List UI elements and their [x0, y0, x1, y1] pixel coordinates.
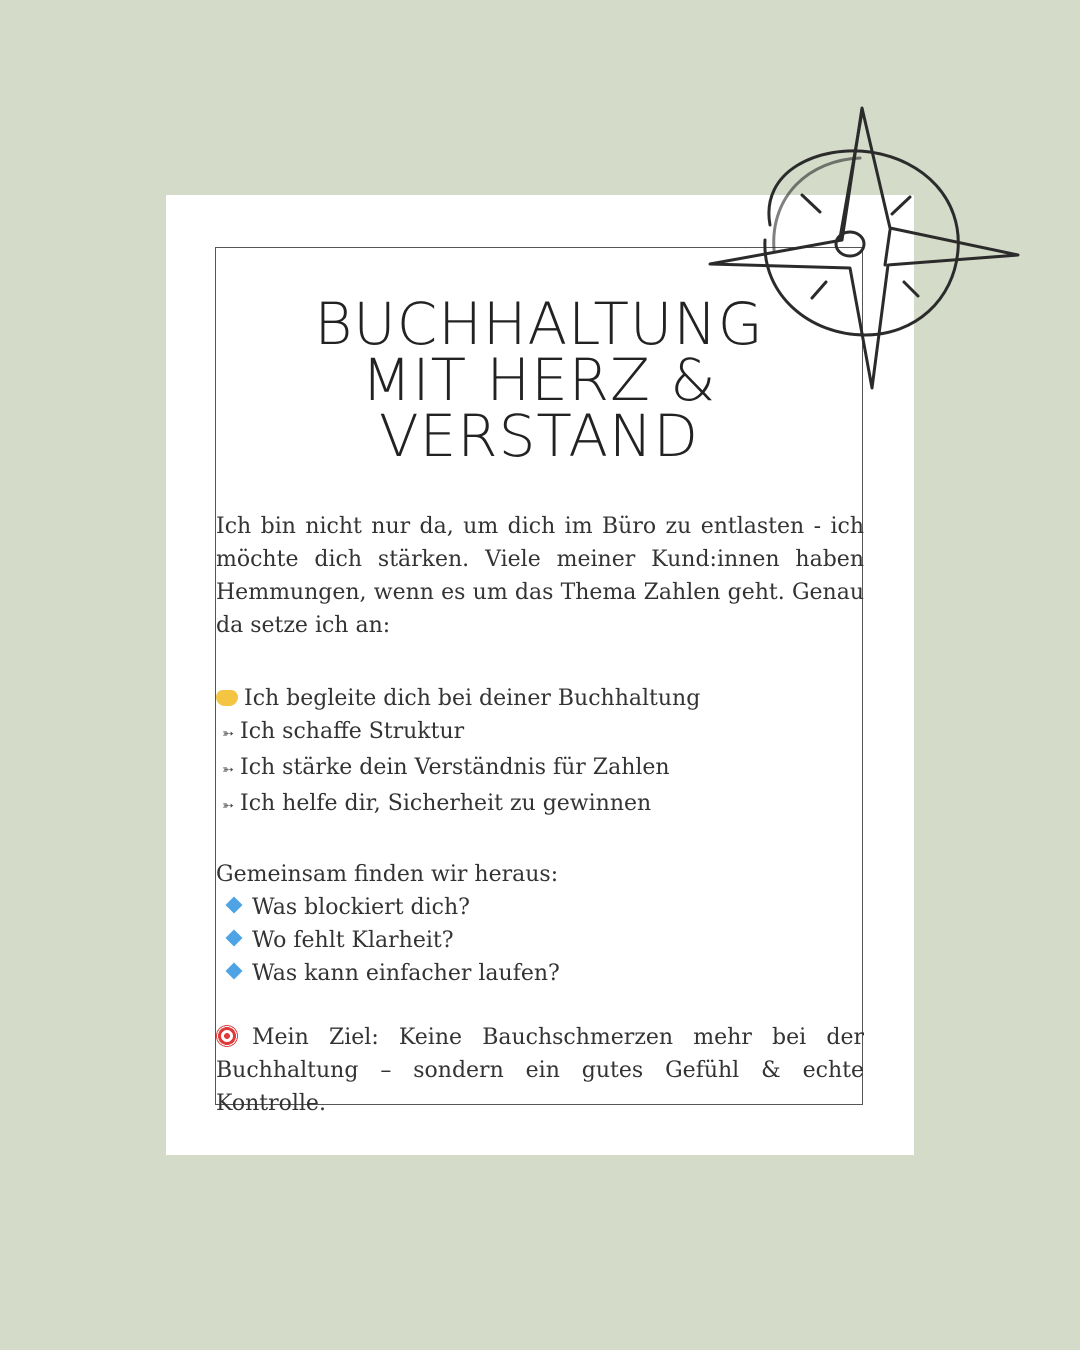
arrow-icon: ➳: [222, 798, 234, 814]
list-item: Was kann einfacher laufen?: [216, 957, 864, 990]
page-title: [215, 290, 863, 470]
target-icon: [216, 1025, 238, 1047]
list-item: ➳ Ich stärke dein Verständnis für Zahlen: [216, 751, 864, 787]
title-line-1: BUCHHALTUNG: [314, 290, 764, 358]
list-item: ➳ Ich schaffe Struktur: [216, 715, 864, 751]
body-content: [216, 510, 864, 1120]
list-item: Wo fehlt Klarheit?: [216, 924, 864, 957]
title-line-3: VERSTAND: [378, 402, 700, 470]
intro-paragraph: Ich bin nicht nur da, um dich im Büro zu entlasten - ich möchte dich stärken. Viele meiner Kund:innen haben Hemmungen, wenn es um das Thema Zahlen geht. Genau da setze ich an:: [216, 514, 864, 638]
list-item: Ich begleite dich bei deiner Buchhaltung: [216, 682, 864, 715]
handshake-icon: [216, 690, 238, 706]
list-item: Was blockiert dich?: [216, 891, 864, 924]
arrow-icon: ➳: [222, 726, 234, 742]
blue-diamond-icon: [226, 963, 243, 980]
list-item: ➳ Ich helfe dir, Sicherheit zu gewinnen: [216, 787, 864, 823]
blue-diamond-icon: [226, 897, 243, 914]
blue-diamond-icon: [226, 930, 243, 947]
title-line-2: MIT HERZ &: [361, 346, 717, 414]
list-heading: Gemeinsam finden wir heraus:: [216, 862, 559, 887]
arrow-icon: ➳: [222, 762, 234, 778]
goal-paragraph: Mein Ziel: Keine Bauchschmerzen mehr bei der Buchhaltung – sondern ein gutes Gefühl & echte Kontrolle.: [216, 1025, 864, 1116]
